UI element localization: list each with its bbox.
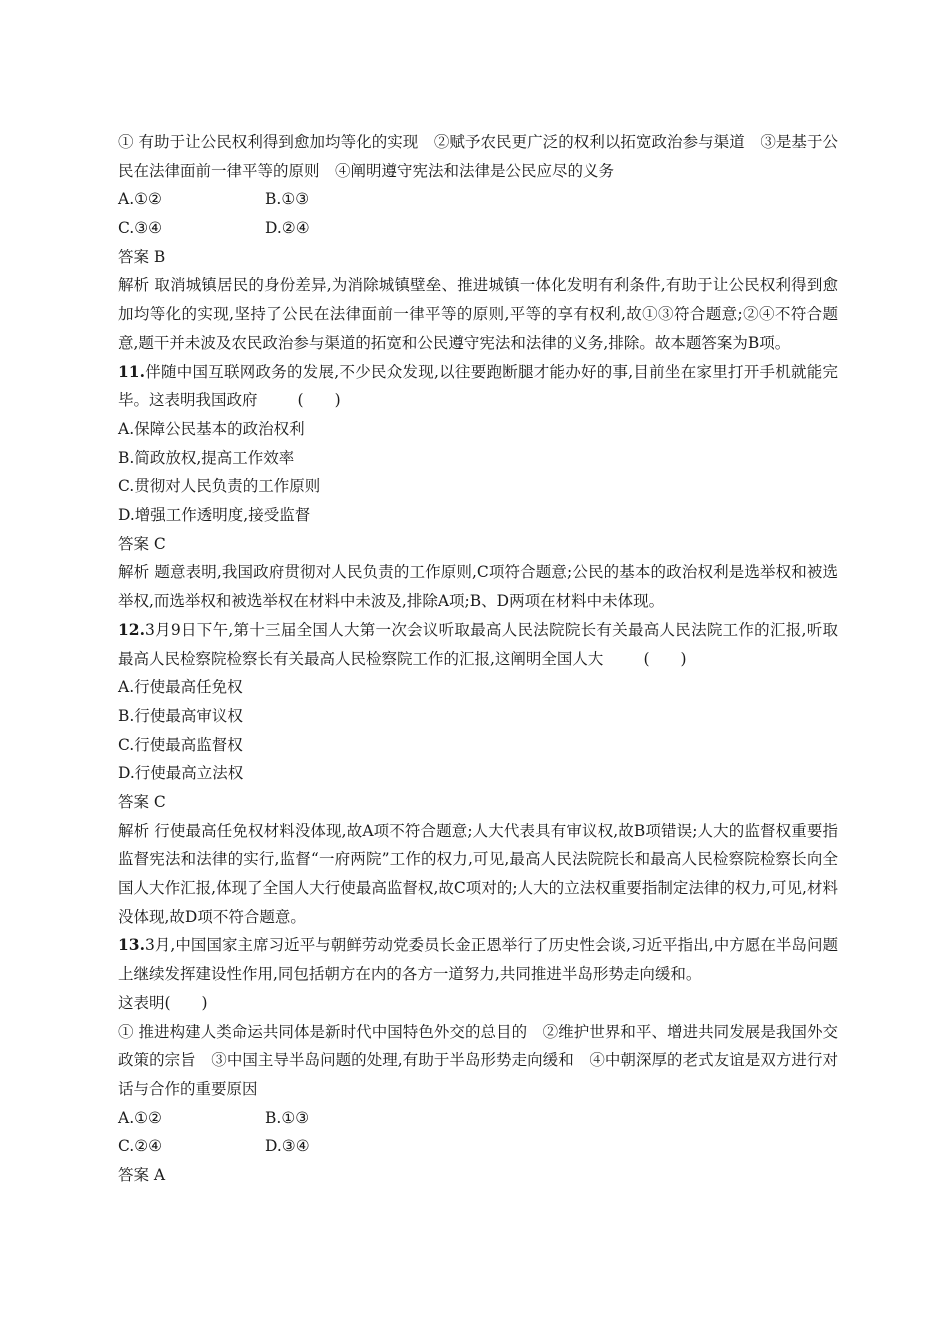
q10-option-a[interactable]: A.①②: [118, 190, 162, 209]
q13-option-c[interactable]: C.②④: [118, 1137, 163, 1156]
q13-option-a[interactable]: A.①②: [118, 1108, 162, 1127]
q10-options-row-2: [118, 214, 838, 243]
q11-option-a[interactable]: A.保障公民基本的政治权利: [118, 419, 305, 438]
q13-stem-prompt: 这表明( ): [118, 993, 208, 1012]
q13-choices: ① 推进构建人类命运共同体是新时代中国特色外交的总目的 ②维护世界和平、增进共同发展是我国外交政策的宗旨 ③中国主导半岛问题的处理,有助于半岛形势走向缓和 ④中朝深厚的老式友谊是双方进行对话与合作的重要原因: [118, 1022, 838, 1098]
q13-options-row-2: [118, 1132, 838, 1161]
q12-answer: 答案 C: [118, 792, 166, 811]
q12-option-b[interactable]: B.行使最高审议权: [118, 706, 243, 725]
q13-stem-text: 3月,中国国家主席习近平与朝鲜劳动党委员长金正恩举行了历史性会谈,习近平指出,中方愿在半岛问题上继续发挥建设性作用,同包括朝方在内的各方一道努力,共同推进半岛形势走向缓和。: [118, 936, 838, 984]
q12-analysis: 解析 行使最高任免权材料没体现,故A项不符合题意;人大代表具有审议权,故B项错误;人大的监督权重要指监督宪法和法律的实行,监督“一府两院”工作的权力,可见,最高人民法院院长和最高人民检察院检察长向全国人大作汇报,体现了全国人大行使最高监督权,故C项对的;人大的立法权重要指制定法律的权力,可见,材料没体现,故D项不符合题意。: [118, 821, 838, 926]
q11-stem-text: 伴随中国互联网政务的发展,不少民众发现,以往要跑断腿才能办好的事,目前坐在家里打开手机就能完毕。这表明我国政府: [118, 362, 838, 410]
q11-answer-blank: ( ): [297, 391, 341, 410]
q13-option-b[interactable]: B.①③: [265, 1108, 310, 1127]
q11-answer: 答案 C: [118, 534, 166, 553]
q10-option-d[interactable]: D.②④: [265, 219, 310, 238]
q11-analysis: 解析 题意表明,我国政府贯彻对人民负责的工作原则,C项符合题意;公民的基本的政治权利是选举权和被选举权,而选举权和被选举权在材料中未波及,排除A项;B、D两项在材料中未体现。: [118, 563, 838, 611]
q12-number: 12.: [118, 619, 145, 639]
q13-answer: 答案 A: [118, 1166, 166, 1185]
q12-stem: [118, 616, 838, 673]
q11-stem: [118, 358, 838, 415]
q13-stem: [118, 931, 838, 988]
q10-option-b[interactable]: B.①③: [265, 190, 310, 209]
q11-number: 11.: [118, 361, 145, 381]
q11-option-c[interactable]: C.贯彻对人民负责的工作原则: [118, 477, 321, 496]
q10-option-c[interactable]: C.③④: [118, 219, 163, 238]
document-content: [118, 128, 838, 1190]
q12-option-a[interactable]: A.行使最高任免权: [118, 678, 243, 697]
q13-option-d[interactable]: D.③④: [265, 1137, 310, 1156]
q10-analysis: 解析 取消城镇居民的身份差异,为消除城镇壁垒、推进城镇一体化发明有利条件,有助于让公民权利得到愈加均等化的实现,坚持了公民在法律面前一律平等的原则,平等的享有权利,故①③符合题意;②④不符合题意,题干并未波及农民政治参与渠道的拓宽和公民遵守宪法和法律的义务,排除。故本题答案为B项。: [118, 276, 838, 352]
q12-option-c[interactable]: C.行使最高监督权: [118, 735, 243, 754]
q12-option-d[interactable]: D.行使最高立法权: [118, 764, 244, 783]
q10-answer: 答案 B: [118, 247, 166, 266]
q12-stem-text: 3月9日下午,第十三届全国人大第一次会议听取最高人民法院院长有关最高人民法院工作的汇报,听取最高人民检察院检察长有关最高人民检察院工作的汇报,这阐明全国人大: [118, 620, 838, 668]
q12-answer-blank: ( ): [643, 649, 687, 668]
q10-choices: ① 有助于让公民权利得到愈加均等化的实现 ②赋予农民更广泛的权利以拓宽政治参与渠道 ③是基于公民在法律面前一律平等的原则 ④阐明遵守宪法和法律是公民应尽的义务: [118, 133, 838, 180]
q13-number: 13.: [118, 935, 145, 955]
q10-options-row-1: [118, 185, 838, 214]
q13-options-row-1: [118, 1104, 838, 1133]
q11-option-b[interactable]: B.简政放权,提高工作效率: [118, 448, 295, 467]
q11-option-d[interactable]: D.增强工作透明度,接受监督: [118, 506, 311, 525]
